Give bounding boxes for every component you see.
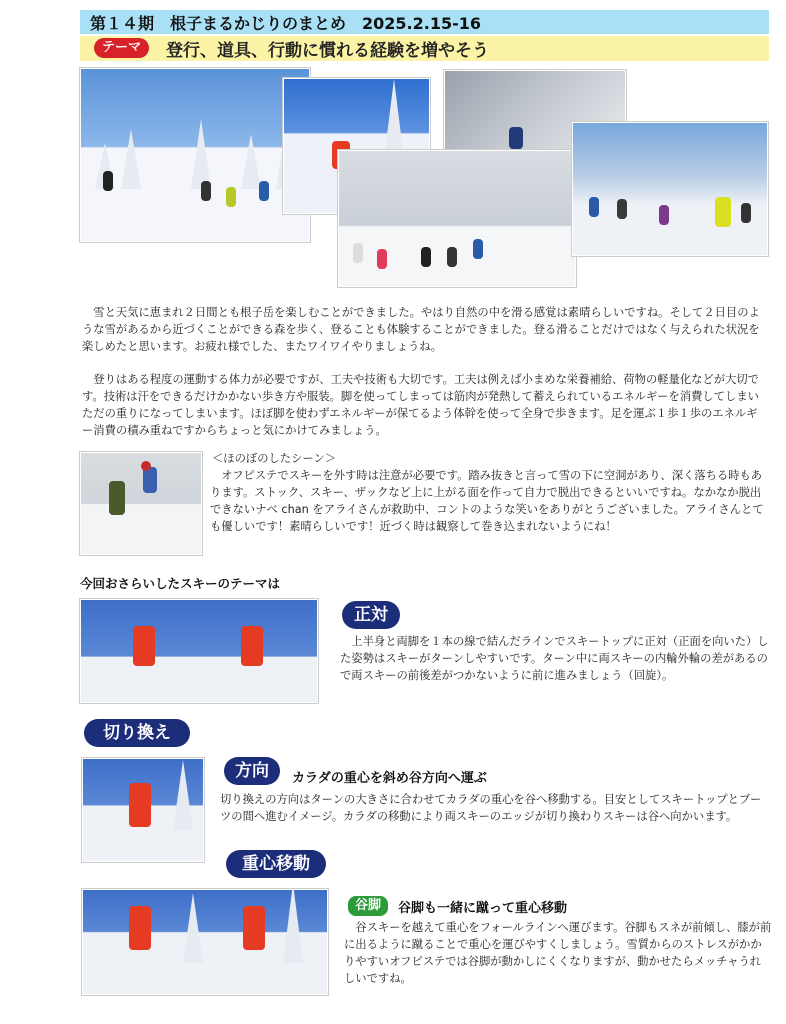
photo-shotai-skiers bbox=[80, 599, 318, 703]
taniashi-text bbox=[344, 919, 772, 987]
intro-paragraph-1: 雪と天気に恵まれ２日間とも根子岳を楽しむことができました。やはり自然の中を滑る感覚は素晴らしいですね。そして２日目のような雪があるから近づくことができる森を歩く、登ることも体験することができました。登る滑ることだけではなく与えられた状況を楽しめたと思います。お疲れ様でした、またワイワイやりましょうね。 bbox=[82, 306, 760, 353]
ski-theme-heading: 今回おさらいしたスキーのテーマは bbox=[80, 576, 281, 591]
photo-group-snow-trees bbox=[80, 68, 310, 242]
theme-badge: テーマ bbox=[94, 38, 149, 58]
page-title: 第１４期 根子まるかじりのまとめ 2025.2.15-16 bbox=[90, 14, 481, 33]
taniashi-subtitle: 谷脚も一緒に蹴って重心移動 bbox=[398, 901, 568, 916]
photo-rescue-scene bbox=[80, 452, 202, 555]
intro-text bbox=[82, 304, 768, 439]
houkou-text bbox=[220, 791, 772, 825]
photo-group-forest-climb bbox=[338, 150, 576, 287]
taniashi-paragraph: 谷スキーを越えて重心をフォールラインへ運びます。谷脚もスネが前傾し、膝が前に出るように蹴ることで重心を運びやすくしましょう。雪質からのストレスがかかりやすいオフピステでは谷脚が動かしにくくなりますが、動かせたらメッチャうれしいですね。 bbox=[344, 921, 772, 985]
photo-group-hike bbox=[572, 122, 768, 256]
houkou-subtitle: カラダの重心を斜め谷方向へ運ぶ bbox=[292, 771, 487, 786]
juushin-badge: 重心移動 bbox=[226, 850, 326, 878]
intro-paragraph-2: 登りはある程度の運動する体力が必要ですが、工夫や技術も大切です。工夫は例えば小まめな栄養補給、荷物の軽量化などが大切です。技術は汗をできるだけかかない歩き方や服装。脚を使ってしまっては筋肉が発熱して蓄えられているエネルギーを消費してしまいただの重りになってしまいます。ほぼ脚を使わずエネルギーが保てるよう体幹を使って全身で歩きます。足を運ぶ１歩１歩のエネルギー消費の積み重ねですからちょっと気にかけてみましょう。 bbox=[82, 373, 759, 437]
title-bar bbox=[80, 10, 769, 34]
photo-taniashi-skiers bbox=[82, 889, 328, 995]
scene-title: ＜ほのぼのしたシーン＞ bbox=[212, 452, 337, 465]
scene-text: オフピステでスキーを外す時は注意が必要です。踏み抜きと言って雪の下に空洞があり、深く落ちる時もあります。ストック、スキー、ザックなど上に上がる面を作って自力で脱出できるといいですね。なかなか脱出できないナベ chan をアライさんが救助中、コントのような笑いをありがとうございました。アライさんとても優しいです！素晴らしいです！近づく時は観察して巻き込まれないようにね！ bbox=[210, 469, 764, 533]
taniashi-badge: 谷脚 bbox=[348, 896, 388, 916]
houkou-badge: 方向 bbox=[224, 757, 280, 785]
photo-houkou-skier bbox=[82, 758, 204, 862]
scene-block bbox=[210, 450, 770, 535]
kirikae-badge: 切り換え bbox=[84, 719, 190, 747]
theme-bar bbox=[80, 36, 769, 61]
theme-text: 登行、道具、行動に慣れる経験を増やそう bbox=[166, 41, 489, 61]
houkou-paragraph: 切り換えの方向はターンの大きさに合わせてカラダの重心を谷へ移動する。目安としてスキートップとブーツの間へ進むイメージ。カラダの移動により両スキーのエッジが切り換わりスキーは谷へ向かいます。 bbox=[220, 793, 762, 823]
shotai-text bbox=[340, 633, 770, 684]
shotai-badge: 正対 bbox=[342, 601, 400, 629]
shotai-paragraph: 上半身と両脚を１本の線で結んだラインでスキートップに正対（正面を向いた）した姿勢はスキーがターンしやすいです。ターン中に両スキーの内輪外輪の差があるので両スキーの前後差がつかないように前に進みましょう（回旋）。 bbox=[340, 635, 769, 682]
